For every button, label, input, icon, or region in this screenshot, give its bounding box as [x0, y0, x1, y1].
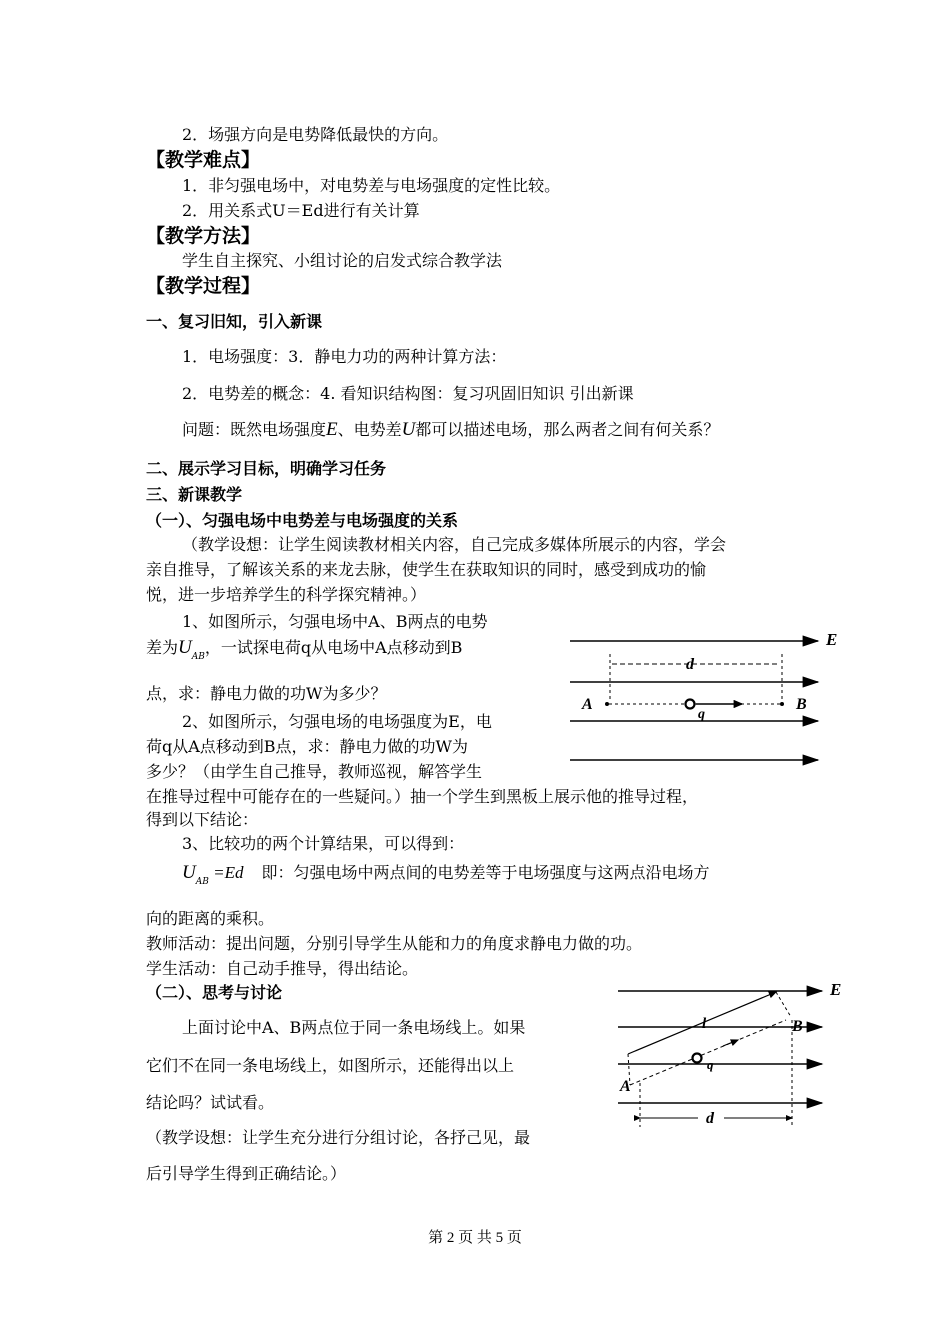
label-q: q — [698, 707, 705, 722]
review-1: 1．电场强度：3．静电力功的两种计算方法： — [182, 347, 507, 366]
design-note-2-line-1: （教学设想：让学生充分进行分组讨论，各抒己见，最 — [146, 1128, 531, 1147]
formula-explanation: 即：匀强电场中两点间的电势差等于电场强度与这两点沿电场方 — [261, 863, 710, 882]
difficulty-heading: 【教学难点】 — [146, 149, 261, 171]
problem-1-line-3: 点，求：静电力做的功W为多少？ — [146, 684, 387, 703]
design-note-1-line-2: 亲自推导，了解该关系的来龙去脉，使学生在获取知识的同时，感受到成功的愉 — [146, 560, 707, 579]
figure-uniform-field — [560, 620, 850, 780]
label-B: B — [796, 696, 807, 713]
design-note-1-line-3: 悦，进一步培养学生的科学探究精神。） — [146, 585, 427, 604]
figure-oblique-path — [610, 975, 860, 1135]
point-B — [780, 702, 784, 706]
problem-3-line-1: 3、比较功的两个计算结果，可以得到： — [182, 834, 465, 853]
charge-q — [686, 700, 695, 709]
question-part-c: 都可以描述电场，那么两者之间有何关系？ — [415, 420, 720, 439]
section-1-title: 一、复习旧知，引入新课 — [146, 312, 323, 331]
question-part-b: 、电势差 — [337, 420, 402, 439]
formula-equals-Ed: =Ed — [208, 863, 244, 882]
formula-subscript-AB: AB — [195, 877, 209, 887]
process-heading: 【教学过程】 — [146, 275, 261, 297]
formula-symbol-U: U — [182, 862, 196, 883]
difficulty-2: 2．用关系式U＝Ed进行有关计算 — [182, 201, 420, 220]
path-direction-arrow — [723, 1040, 738, 1046]
subsection-2-title: （二）、思考与讨论 — [146, 983, 283, 1002]
review-2: 2．电势差的概念：4. 看知识结构图：复习巩固旧知识 引出新课 — [182, 384, 634, 403]
formula-line — [182, 862, 709, 887]
discussion-line-2: 它们不在同一条电场线上，如图所示，还能得出以上 — [146, 1056, 515, 1075]
label-B: B — [792, 1018, 803, 1035]
problem-1-prefix: 差为 — [146, 638, 179, 657]
path-AB — [630, 1020, 786, 1085]
label-l: l — [702, 1016, 707, 1032]
section-3-title: 三、新课教学 — [146, 485, 243, 504]
charge-q — [693, 1054, 702, 1063]
method-text: 学生自主探究、小组讨论的启发式综合教学法 — [182, 251, 503, 270]
formula-explanation-cont: 向的距离的乘积。 — [146, 909, 275, 928]
problem-2-line-3: 多少？（由学生自己推导，教师巡视，解答学生 — [146, 762, 483, 781]
symbol-U-AB: U — [178, 637, 192, 658]
label-A: A — [620, 1078, 631, 1095]
page-footer: 第 2 页 共 5 页 — [428, 1230, 522, 1246]
student-activity: 学生活动：自己动手推导，得出结论。 — [146, 959, 419, 978]
label-d: d — [686, 656, 694, 673]
problem-2-line-2: 荷q从A点移动到B点，求：静电力做的功W为 — [146, 737, 469, 756]
label-E: E — [826, 630, 838, 649]
point-A — [605, 702, 609, 706]
discussion-line-3: 结论吗？试试看。 — [146, 1093, 275, 1112]
problem-2-line-4: 在推导过程中可能存在的一些疑问。）抽一个学生到黑板上展示他的推导过程， — [146, 787, 699, 806]
question-part-a: 问题：既然电场强度 — [182, 420, 327, 439]
discussion-line-1: 上面讨论中A、B两点位于同一条电场线上。如果 — [182, 1018, 526, 1037]
problem-1-line-2 — [146, 637, 462, 662]
projection-line — [776, 992, 791, 1017]
design-note-1-line-1: （教学设想：让学生阅读教材相关内容，自己完成多媒体所展示的内容，学会 — [182, 535, 727, 554]
problem-1-line-1: 1、如图所示，匀强电场中A、B两点的电势 — [182, 612, 488, 631]
difficulty-1: 1．非匀强电场中，对电势差与电场强度的定性比较。 — [182, 176, 561, 195]
problem-2-line-5: 得到以下结论： — [146, 810, 259, 829]
subscript-AB: AB — [191, 652, 205, 662]
method-heading: 【教学方法】 — [146, 225, 261, 247]
subsection-1-title: （一）、匀强电场中电势差与电场强度的关系 — [146, 511, 459, 530]
symbol-U: U — [401, 419, 416, 440]
question-text — [182, 419, 719, 441]
label-E: E — [830, 980, 842, 999]
teacher-activity: 教师活动：提出问题，分别引导学生从能和力的角度求静电力做的功。 — [146, 934, 643, 953]
section-2-title: 二、展示学习目标，明确学习任务 — [146, 459, 387, 478]
problem-1-suffix: ，一试探电荷q从电场中A点移动到B — [204, 638, 463, 657]
label-d: d — [706, 1110, 714, 1127]
problem-2-line-1: 2、如图所示，匀强电场的电场强度为E，电 — [182, 712, 492, 731]
symbol-E: E — [326, 419, 338, 440]
label-A: A — [582, 696, 593, 713]
label-q: q — [707, 1057, 714, 1072]
design-note-2-line-2: 后引导学生得到正确结论。） — [146, 1164, 347, 1183]
objective-2: 2．场强方向是电势降低最快的方向。 — [182, 125, 449, 144]
